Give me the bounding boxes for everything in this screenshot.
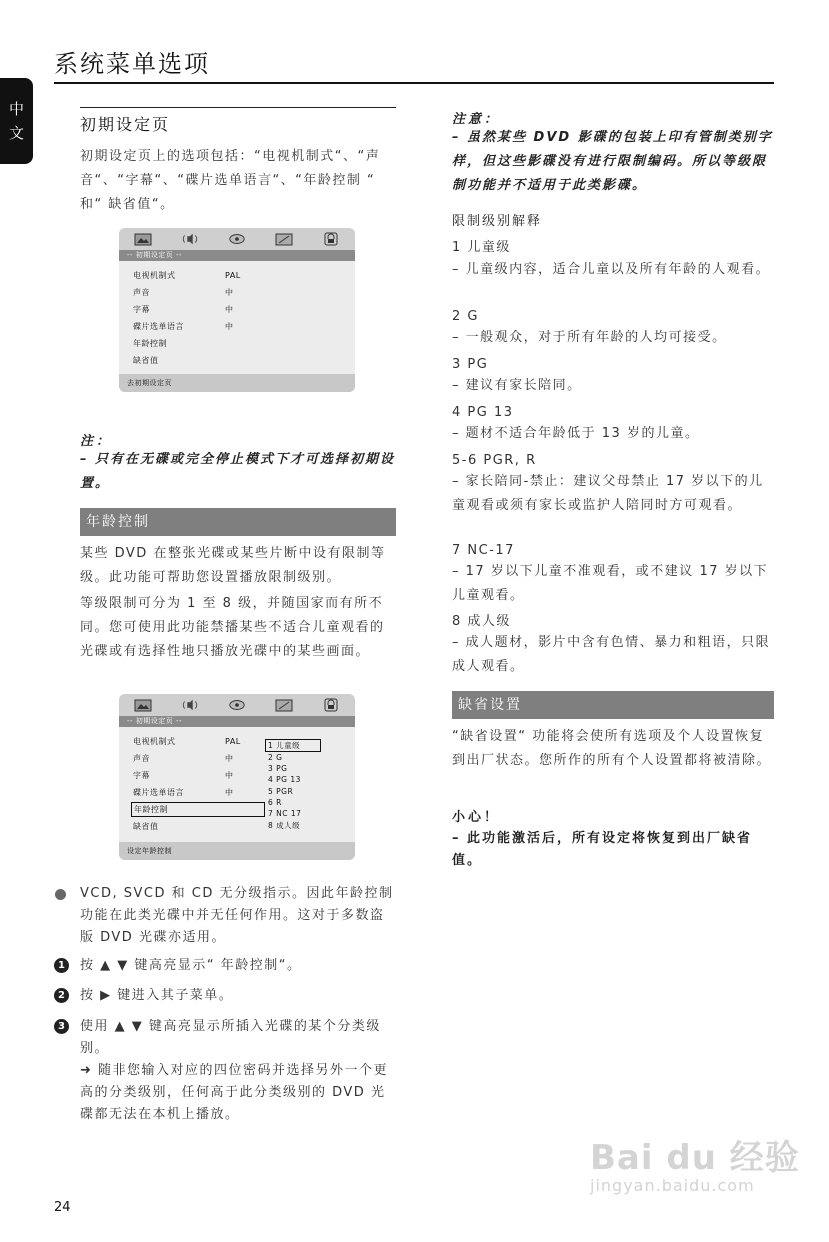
picture-icon bbox=[134, 232, 152, 246]
rating-option: 2 G bbox=[268, 753, 283, 762]
watermark-url: jingyan.baidu.com bbox=[590, 1176, 755, 1195]
menu-footer: 去初期设定页 bbox=[119, 374, 355, 392]
menu-header: -- 初期设定页 -- bbox=[119, 250, 355, 261]
menu-row-value: PAL bbox=[225, 737, 241, 746]
lock-icon bbox=[322, 232, 340, 246]
level-desc: – 建议有家长陪同。 bbox=[452, 378, 582, 393]
menu-row-value: 中 bbox=[225, 305, 234, 314]
initial-setup-heading: 初期设定页 bbox=[80, 115, 171, 134]
step-result: ➜ 随非您输入对应的四位密码并选择另外一个更高的分类级别，任何高于此分类级别的 DVD 光碟都无法在本机上播放。 bbox=[80, 1063, 389, 1122]
level-desc: – 17 岁以下儿童不准观看，或不建议 17 岁以下儿童观看。 bbox=[452, 564, 769, 603]
display-icon bbox=[275, 698, 293, 712]
caution-body: – 此功能激活后，所有设定将恢复到出厂缺省值。 bbox=[452, 831, 753, 868]
level-desc: – 家长陪同-禁止：建议父母禁止 17 岁以下的儿童观看或须有家长或监护人陪同时方可观看。 bbox=[452, 474, 764, 513]
level-name: 1 儿童级 bbox=[452, 240, 511, 255]
language-tab-char-1: 中 bbox=[8, 100, 24, 118]
picture-icon bbox=[134, 698, 152, 712]
title-rule bbox=[54, 82, 774, 84]
rating-option: 5 PGR bbox=[268, 787, 294, 796]
menu-icon-bar bbox=[119, 694, 355, 716]
level-desc: – 一般观众，对于所有年龄的人均可接受。 bbox=[452, 330, 727, 345]
disc-icon bbox=[228, 232, 246, 246]
display-icon bbox=[275, 232, 293, 246]
age-control-paragraph-1: 某些 DVD 在整张光碟或某些片断中设有限制等级。此功能可帮助您设置播放限制级别。 bbox=[80, 546, 386, 585]
menu-row-value: 中 bbox=[225, 322, 234, 331]
age-control-menu-screenshot bbox=[119, 694, 355, 860]
menu-row-label: 缺省值 bbox=[133, 822, 159, 831]
menu-row-label: 电视机制式 bbox=[133, 271, 176, 280]
menu-header: -- 初期设定页 -- bbox=[119, 716, 355, 727]
level-name: 3 PG bbox=[452, 357, 489, 372]
rating-option: 6 R bbox=[268, 798, 282, 807]
watermark-brand: Bai du 经验 bbox=[590, 1138, 800, 1178]
note-title: 注： bbox=[80, 434, 113, 449]
defaults-body: “缺省设置“ 功能将会使所有选项及个人设置恢复到出厂状态。您所作的所有个人设置都将被清除。 bbox=[452, 729, 772, 768]
page-title: 系统菜单选项 bbox=[54, 50, 210, 78]
step-number-icon: 3 bbox=[54, 1019, 69, 1034]
language-tab bbox=[0, 78, 33, 164]
lock-icon bbox=[322, 698, 340, 712]
setup-menu-screenshot bbox=[119, 228, 355, 392]
level-name: 2 G bbox=[452, 309, 479, 324]
bullet-icon bbox=[55, 889, 66, 900]
menu-row-label: 碟片选单语言 bbox=[133, 322, 184, 331]
age-control-paragraph-2: 等级限制可分为 1 至 8 级，并随国家而有所不同。您可使用此功能禁播某些不适合儿童观看的光碟或有选择性地只播放光碟中的某些画面。 bbox=[80, 596, 385, 659]
level-desc: – 儿童级内容，适合儿童以及所有年龄的人观看。 bbox=[452, 262, 771, 277]
rating-option: 7 NC 17 bbox=[268, 809, 302, 818]
level-name: 4 PG 13 bbox=[452, 405, 514, 420]
rating-option-selected: 1 儿童级 bbox=[265, 739, 321, 752]
level-name: 5-6 PGR, R bbox=[452, 453, 537, 468]
menu-row-value: 中 bbox=[225, 288, 234, 297]
note-body: – 虽然某些 DVD 影碟的包装上印有管制类别字样，但这些影碟没有进行限制编码。所以等级限制功能并不适用于此类影碟。 bbox=[452, 130, 773, 193]
menu-row-label: 缺省值 bbox=[133, 356, 159, 365]
note-title: 注意： bbox=[452, 112, 501, 127]
bullet-text: VCD, SVCD 和 CD 无分级指示。因此年龄控制功能在此类光碟中并无任何作用。这对于多数盗版 DVD 光碟亦适用。 bbox=[80, 886, 394, 945]
rating-option: 8 成人级 bbox=[268, 821, 301, 830]
step-text: 使用 ▲ ▼ 键高亮显示所插入光碟的某个分类级别。 bbox=[80, 1019, 381, 1056]
note-body: – 只有在无碟或完全停止模式下才可选择初期设置。 bbox=[80, 452, 396, 491]
disc-icon bbox=[228, 698, 246, 712]
menu-row-label: 字幕 bbox=[133, 771, 150, 780]
menu-row-label: 字幕 bbox=[133, 305, 150, 314]
step-text: 按 ▶ 键进入其子菜单。 bbox=[80, 988, 234, 1003]
initial-setup-intro: 初期设定页上的选项包括：“电视机制式“、“声音“、“字幕“、“碟片选单语言“、“年龄控制 “ 和“ 缺省值“。 bbox=[80, 149, 381, 212]
step-number-icon: 2 bbox=[54, 988, 69, 1003]
level-desc: – 题材不适合年龄低于 13 岁的儿童。 bbox=[452, 426, 700, 441]
levels-heading: 限制级别解释 bbox=[452, 214, 543, 229]
menu-row-label: 碟片选单语言 bbox=[133, 788, 184, 797]
level-name: 8 成人级 bbox=[452, 614, 511, 629]
sound-icon bbox=[181, 232, 199, 246]
menu-row-selected: 年龄控制 bbox=[131, 802, 265, 817]
menu-row-value: 中 bbox=[225, 754, 234, 763]
level-desc: – 成人题材，影片中含有色情、暴力和粗语，只限成人观看。 bbox=[452, 635, 771, 674]
menu-body bbox=[119, 727, 355, 842]
menu-row-value: 中 bbox=[225, 771, 234, 780]
menu-row-value: PAL bbox=[225, 271, 241, 280]
menu-row-value: 中 bbox=[225, 788, 234, 797]
menu-footer: 设定年龄控制 bbox=[119, 842, 355, 860]
menu-row-label: 电视机制式 bbox=[133, 737, 176, 746]
menu-row-label: 声音 bbox=[133, 288, 150, 297]
menu-row-label: 年龄控制 bbox=[133, 339, 167, 348]
menu-icon-bar bbox=[119, 228, 355, 250]
caution-title: 小心！ bbox=[452, 810, 501, 825]
section-rule bbox=[80, 107, 396, 108]
language-tab-char-2: 文 bbox=[8, 124, 24, 142]
defaults-heading: 缺省设置 bbox=[452, 691, 774, 719]
rating-option: 4 PG 13 bbox=[268, 775, 301, 784]
page-number: 24 bbox=[54, 1200, 71, 1215]
age-control-heading: 年龄控制 bbox=[80, 508, 396, 536]
level-name: 7 NC-17 bbox=[452, 543, 515, 558]
menu-row-label: 声音 bbox=[133, 754, 150, 763]
menu-body bbox=[119, 261, 355, 374]
sound-icon bbox=[181, 698, 199, 712]
step-text: 按 ▲ ▼ 键高亮显示“ 年龄控制“。 bbox=[80, 958, 302, 973]
step-number-icon: 1 bbox=[54, 958, 69, 973]
rating-option: 3 PG bbox=[268, 764, 288, 773]
